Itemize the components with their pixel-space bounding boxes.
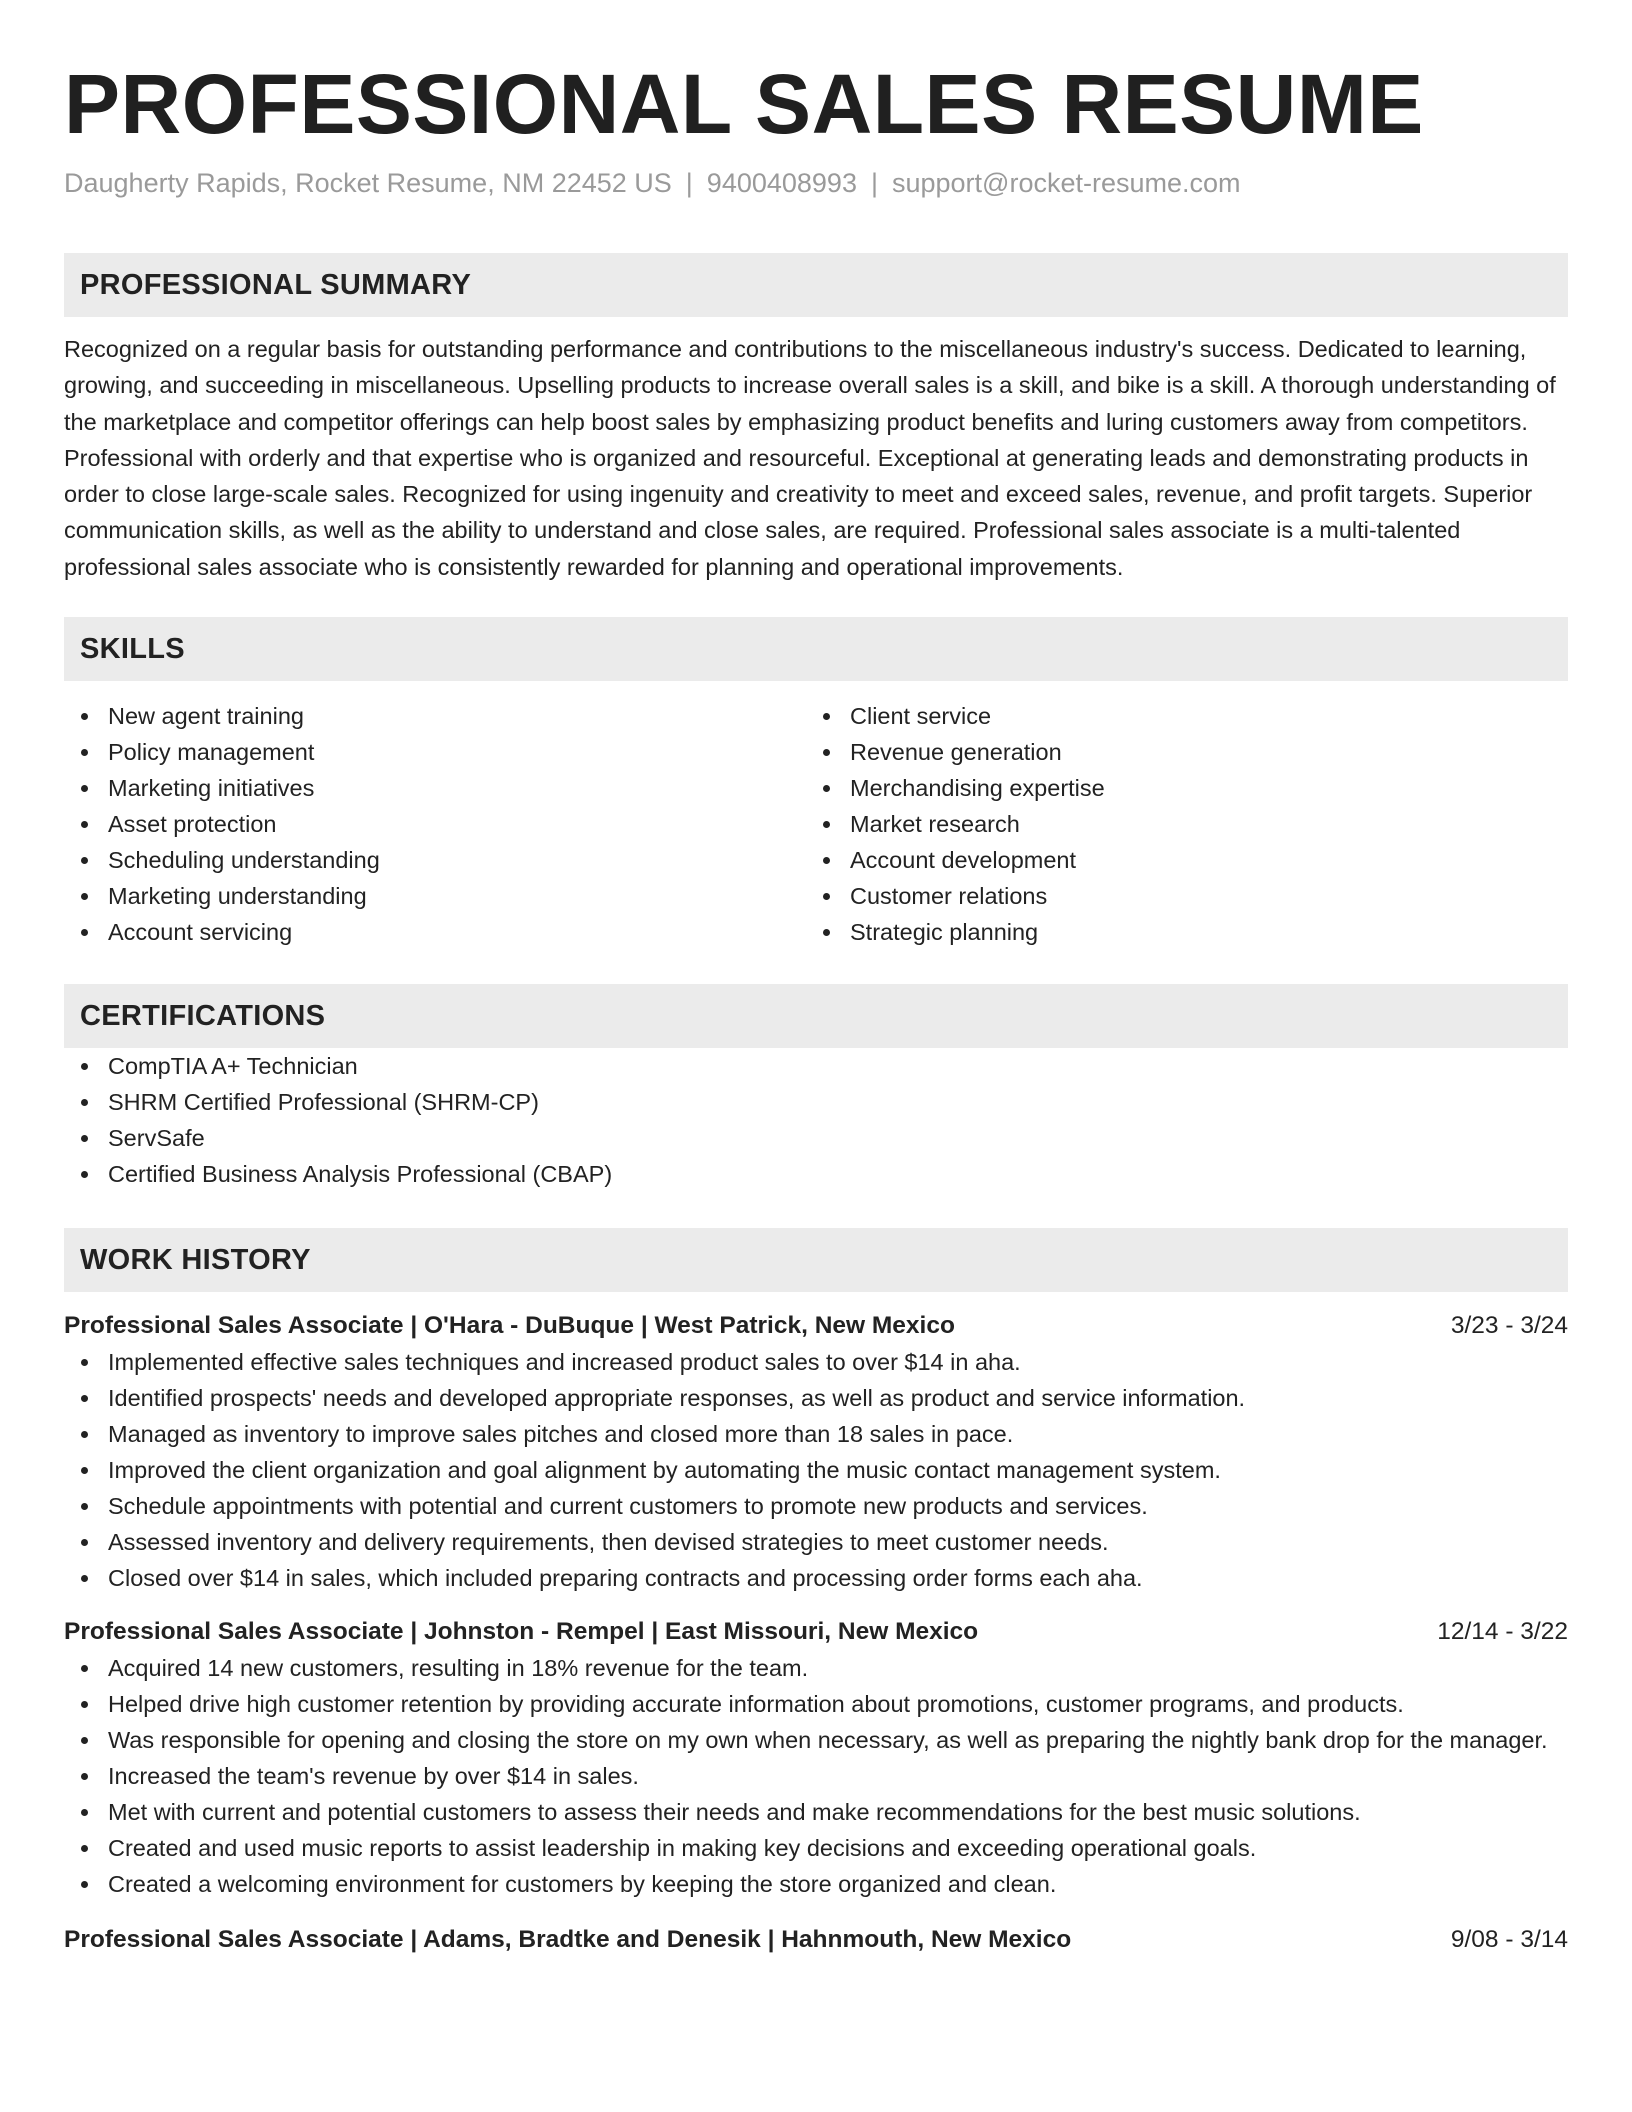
skill-item: Asset protection bbox=[64, 806, 806, 842]
work-history-section-header: WORK HISTORY bbox=[64, 1228, 1568, 1292]
contact-line bbox=[64, 166, 1568, 200]
skill-item: Scheduling understanding bbox=[64, 842, 806, 878]
job-bullets bbox=[64, 1650, 1568, 1902]
job-header bbox=[64, 1922, 1568, 1958]
skills-list-left bbox=[64, 698, 806, 950]
summary-text: Recognized on a regular basis for outstanding performance and contributions to the miscellaneous industry's success. Dedicated to learning, growing, and succeeding in miscellaneous. Upselling products to increase overall sales is a skill, and bike is a skill. A thorough understanding of the marketplace and competitor offerings can help boost sales by emphasizing product benefits and luring customers away from competitors. Professional with orderly and that expertise who is organized and resourceful. Exceptional at generating leads and demonstrating products in order to close large-scale sales. Recognized for using ingenuity and creativity to meet and exceed sales, revenue, and profit targets. Superior communication skills, as well as the ability to understand and close sales, are required. Professional sales associate is a multi-talented professional sales associate who is consistently rewarded for planning and operational improvements. bbox=[64, 336, 1556, 580]
skill-item: Account development bbox=[806, 842, 1548, 878]
job-bullet: Improved the client organization and goal alignment by automating the music contact management system. bbox=[64, 1452, 1568, 1488]
resume-page bbox=[64, 0, 1568, 1958]
job-bullet: Created a welcoming environment for customers by keeping the store organized and clean. bbox=[64, 1866, 1568, 1902]
skill-item: New agent training bbox=[64, 698, 806, 734]
skill-item: Client service bbox=[806, 698, 1548, 734]
skills-columns bbox=[64, 698, 1568, 950]
skill-item: Merchandising expertise bbox=[806, 770, 1548, 806]
job-bullet: Identified prospects' needs and developed appropriate responses, as well as product and service information. bbox=[64, 1380, 1568, 1416]
job-bullet: Closed over $14 in sales, which included preparing contracts and processing order forms each aha. bbox=[64, 1560, 1568, 1596]
job-bullet: Managed as inventory to improve sales pitches and closed more than 18 sales in pace. bbox=[64, 1416, 1568, 1452]
skill-item: Marketing initiatives bbox=[64, 770, 806, 806]
contact-separator: | bbox=[870, 168, 878, 198]
skill-item: Market research bbox=[806, 806, 1548, 842]
certifications-list bbox=[64, 1048, 1568, 1192]
job-bullet: Helped drive high customer retention by providing accurate information about promotions, customer programs, and products. bbox=[64, 1686, 1568, 1722]
job-bullet: Increased the team's revenue by over $14 in sales. bbox=[64, 1758, 1568, 1794]
job-title: Professional Sales Associate | Johnston - Rempel | East Missouri, New Mexico bbox=[64, 1618, 979, 1646]
contact-email: support@rocket-resume.com bbox=[891, 168, 1241, 198]
job-header bbox=[64, 1308, 1568, 1344]
job-bullet: Implemented effective sales techniques and increased product sales to over $14 in aha. bbox=[64, 1344, 1568, 1380]
certification-item: SHRM Certified Professional (SHRM-CP) bbox=[64, 1084, 1568, 1120]
contact-phone: 9400408993 bbox=[706, 168, 857, 198]
skills-section-header: SKILLS bbox=[64, 617, 1568, 681]
job-header bbox=[64, 1614, 1568, 1650]
skill-item: Strategic planning bbox=[806, 914, 1548, 950]
job-title: Professional Sales Associate | Adams, Bradtke and Denesik | Hahnmouth, New Mexico bbox=[64, 1926, 1072, 1954]
job-bullet: Schedule appointments with potential and current customers to promote new products and services. bbox=[64, 1488, 1568, 1524]
contact-separator: | bbox=[685, 168, 693, 198]
job-bullet: Created and used music reports to assist leadership in making key decisions and exceeding operational goals. bbox=[64, 1830, 1568, 1866]
certification-item: CompTIA A+ Technician bbox=[64, 1048, 1568, 1084]
skill-item: Policy management bbox=[64, 734, 806, 770]
job-title: Professional Sales Associate | O'Hara - DuBuque | West Patrick, New Mexico bbox=[64, 1312, 955, 1340]
job-bullet: Met with current and potential customers to assess their needs and make recommendations for the best music solutions. bbox=[64, 1794, 1568, 1830]
job-dates: 12/14 - 3/22 bbox=[1437, 1618, 1568, 1646]
job-bullet: Was responsible for opening and closing the store on my own when necessary, as well as preparing the nightly bank drop for the manager. bbox=[64, 1722, 1568, 1758]
contact-address: Daugherty Rapids, Rocket Resume, NM 22452 US bbox=[64, 168, 672, 198]
skills-list-right bbox=[806, 698, 1548, 950]
job-bullet: Acquired 14 new customers, resulting in 18% revenue for the team. bbox=[64, 1650, 1568, 1686]
certification-item: Certified Business Analysis Professional (CBAP) bbox=[64, 1156, 1568, 1192]
certification-item: ServSafe bbox=[64, 1120, 1568, 1156]
skill-item: Account servicing bbox=[64, 914, 806, 950]
summary-section-header: PROFESSIONAL SUMMARY bbox=[64, 253, 1568, 317]
skill-item: Customer relations bbox=[806, 878, 1548, 914]
job-dates: 9/08 - 3/14 bbox=[1450, 1926, 1568, 1954]
job-dates: 3/23 - 3/24 bbox=[1450, 1312, 1568, 1340]
skill-item: Marketing understanding bbox=[64, 878, 806, 914]
resume-title: PROFESSIONAL SALES RESUME bbox=[64, 57, 1424, 151]
job-bullet: Assessed inventory and delivery requirements, then devised strategies to meet customer needs. bbox=[64, 1524, 1568, 1560]
skill-item: Revenue generation bbox=[806, 734, 1548, 770]
certifications-section-header: CERTIFICATIONS bbox=[64, 984, 1568, 1048]
job-bullets bbox=[64, 1344, 1568, 1596]
